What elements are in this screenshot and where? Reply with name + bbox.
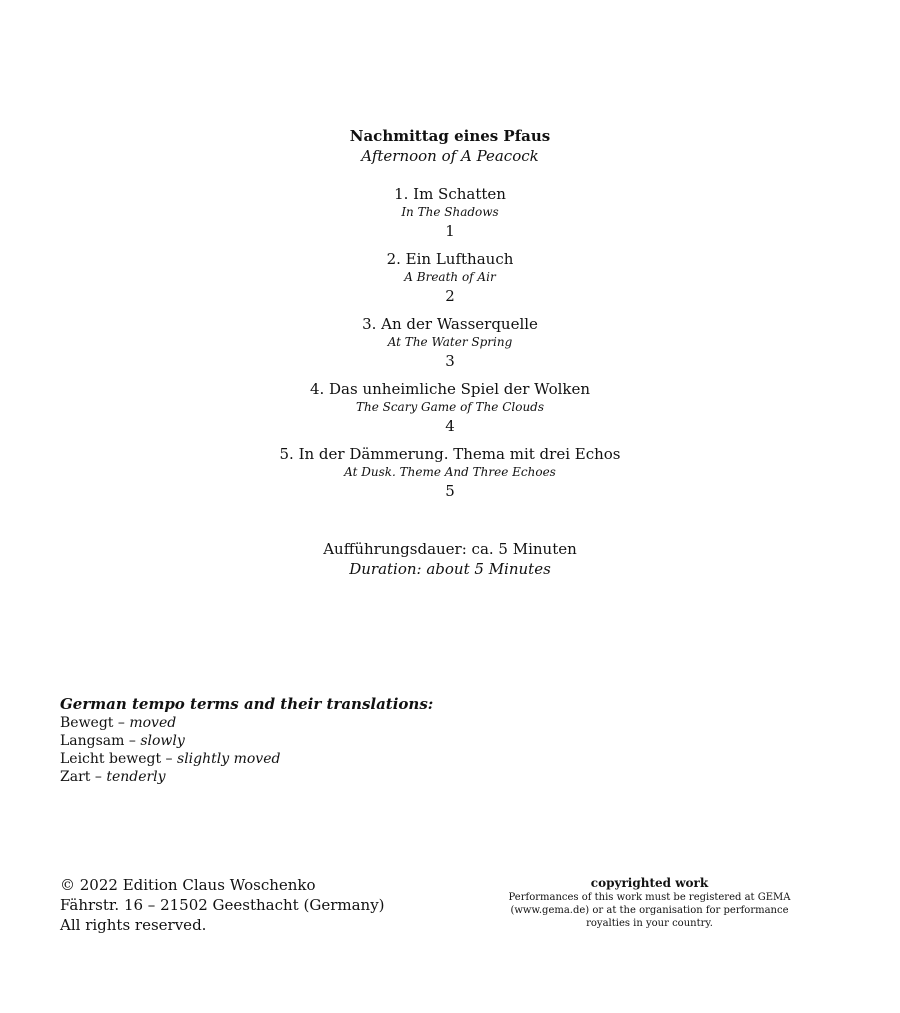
tempo-translation: slowly [140, 733, 185, 749]
duration-german: Aufführungsdauer: ca. 5 Minuten [323, 540, 577, 558]
movement-subtitle: A Breath of Air [404, 270, 496, 284]
publisher-line: © 2022 Edition Claus Woschenko [60, 876, 316, 894]
tempo-separator: – [161, 751, 178, 767]
movement-page-number: 2 [445, 287, 455, 305]
tempo-term-row [60, 768, 560, 786]
tempo-translation: slightly moved [177, 751, 281, 767]
movement-page-number: 4 [445, 417, 455, 435]
tempo-translation: tenderly [106, 769, 166, 785]
copyright-notice-line: (www.gema.de) or at the organisation for performance [510, 905, 789, 916]
tempo-translation: moved [129, 715, 177, 731]
tempo-terms-heading: German tempo terms and their translations: [60, 695, 434, 713]
tempo-separator: – [124, 733, 141, 749]
movement-subtitle: At The Water Spring [387, 335, 513, 349]
movement-title: 1. Im Schatten [394, 185, 506, 203]
movement-item [0, 184, 900, 249]
copyright-notice-line: royalties in your country. [586, 918, 713, 929]
work-subtitle: Afternoon of A Peacock [361, 147, 539, 165]
movement-page-number: 1 [445, 222, 455, 240]
rights-reserved: All rights reserved. [60, 916, 207, 934]
tempo-term-row [60, 714, 560, 732]
movement-subtitle: At Dusk. Theme And Three Echoes [344, 465, 556, 479]
tempo-term-row [60, 750, 560, 768]
tempo-term: Zart [60, 769, 91, 785]
movement-item [0, 379, 900, 444]
movement-item [0, 249, 900, 314]
movement-item [0, 314, 900, 379]
copyright-notice [497, 876, 802, 930]
tempo-separator: – [113, 715, 130, 731]
tempo-term: Leicht bewegt [60, 751, 162, 767]
copyright-heading: copyrighted work [590, 876, 709, 890]
copyright-notice-line: Performances of this work must be registered at GEMA [508, 892, 791, 903]
tempo-term-row [60, 732, 560, 750]
duration-english: Duration: about 5 Minutes [349, 560, 551, 578]
publisher-info [60, 875, 385, 935]
movement-list [0, 184, 900, 509]
movement-subtitle: The Scary Game of The Clouds [355, 400, 545, 414]
work-title: Nachmittag eines Pfaus [349, 127, 551, 145]
movement-title: 5. In der Dämmerung. Thema mit drei Echos [279, 445, 621, 463]
tempo-term: Langsam [60, 733, 125, 749]
tempo-term: Bewegt [60, 715, 114, 731]
movement-subtitle: In The Shadows [401, 205, 499, 219]
publisher-address: Fährstr. 16 – 21502 Geesthacht (Germany) [60, 896, 385, 914]
movement-title: 2. Ein Lufthauch [386, 250, 514, 268]
movement-page-number: 3 [445, 352, 455, 370]
movement-page-number: 5 [445, 482, 455, 500]
movement-title: 4. Das unheimliche Spiel der Wolken [309, 380, 591, 398]
movement-item [0, 444, 900, 509]
tempo-separator: – [90, 769, 107, 785]
movement-title: 3. An der Wasserquelle [362, 315, 538, 333]
tempo-terms-section [60, 694, 560, 786]
